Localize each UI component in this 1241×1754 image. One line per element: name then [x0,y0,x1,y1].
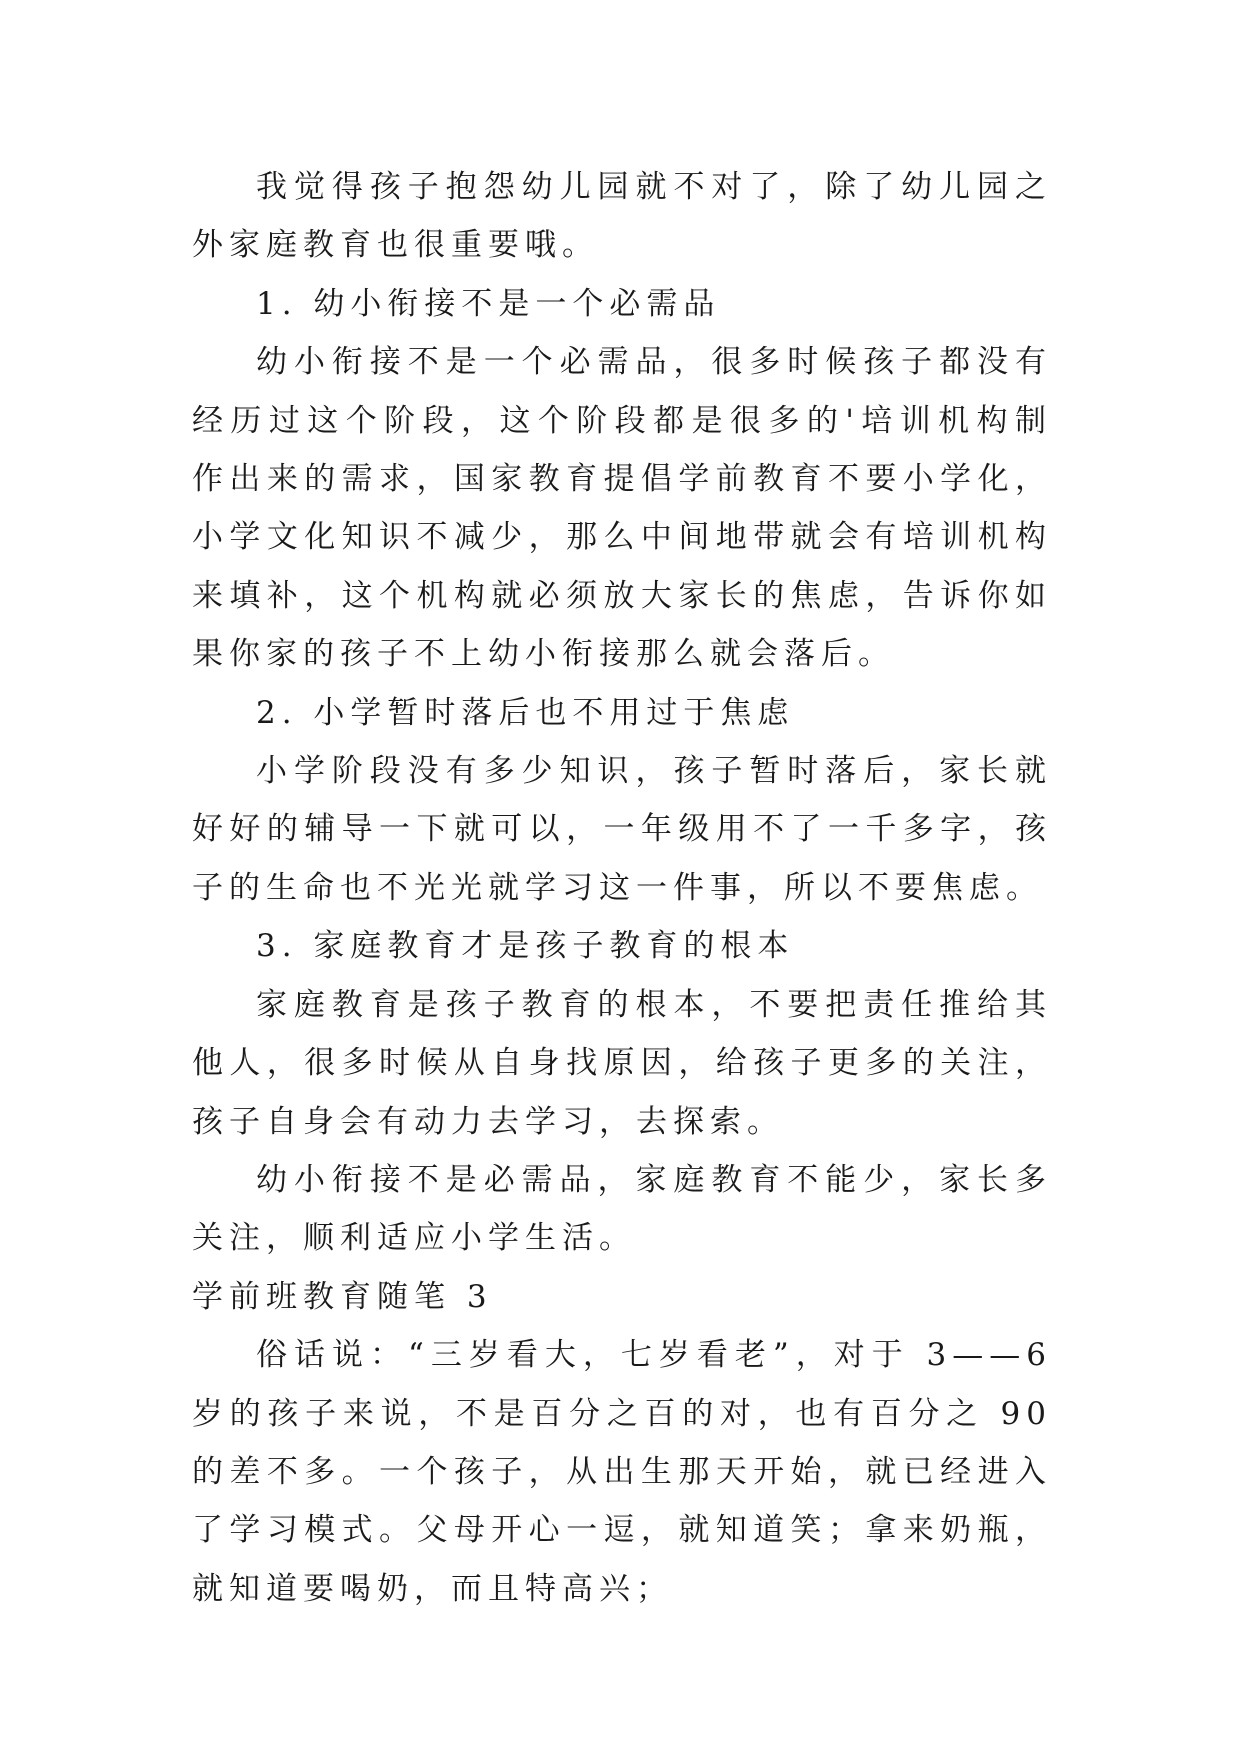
section-title: 学前班教育随笔 3 [192,1278,493,1315]
paragraph-kindergarten-complaint: 我觉得孩子抱怨幼儿园就不对了，除了幼儿园之外家庭教育也很重要哦。 [192,169,1052,264]
subheading-3: 3. 家庭教育才是孩子教育的根本 [256,928,795,965]
paragraph-proverb: 俗话说：“三岁看大，七岁看老”，对于 3——6 岁的孩子来说，不是百分之百的对，也有百分之 90 的差不多。一个孩子，从出生那天开始，就已经进入了学习模式。父母开心一逗，就知道笑；拿来奶瓶，就知道要喝奶，而且特高兴； [192,1337,1052,1607]
paragraph-family-education: 家庭教育是孩子教育的根本，不要把责任推给其他人，很多时候从自身找原因，给孩子更多的关注，孩子自身会有动力去学习，去探索。 [192,986,1052,1140]
subheading-2: 2. 小学暂时落后也不用过于焦虑 [256,694,795,731]
paragraph-transition-not-necessity: 幼小衔接不是一个必需品，很多时候孩子都没有经历过这个阶段，这个阶段都是很多的'培训机构制作出来的需求，国家教育提倡学前教育不要小学化，小学文化知识不减少，那么中间地带就会有培训机构来填补，这个机构就必须放大家长的焦虑，告诉你如果你家的孩子不上幼小衔接那么就会落后。 [192,344,1052,673]
document-body [192,158,1052,1618]
paragraph-summary: 幼小衔接不是必需品，家庭教育不能少，家长多关注，顺利适应小学生活。 [192,1161,1052,1257]
subheading-1: 1. 幼小衔接不是一个必需品 [256,285,721,322]
paragraph-no-anxiety: 小学阶段没有多少知识，孩子暂时落后，家长就好好的辅导一下就可以，一年级用不了一千多字，孩子的生命也不光光就学习这一件事，所以不要焦虑。 [192,753,1052,906]
